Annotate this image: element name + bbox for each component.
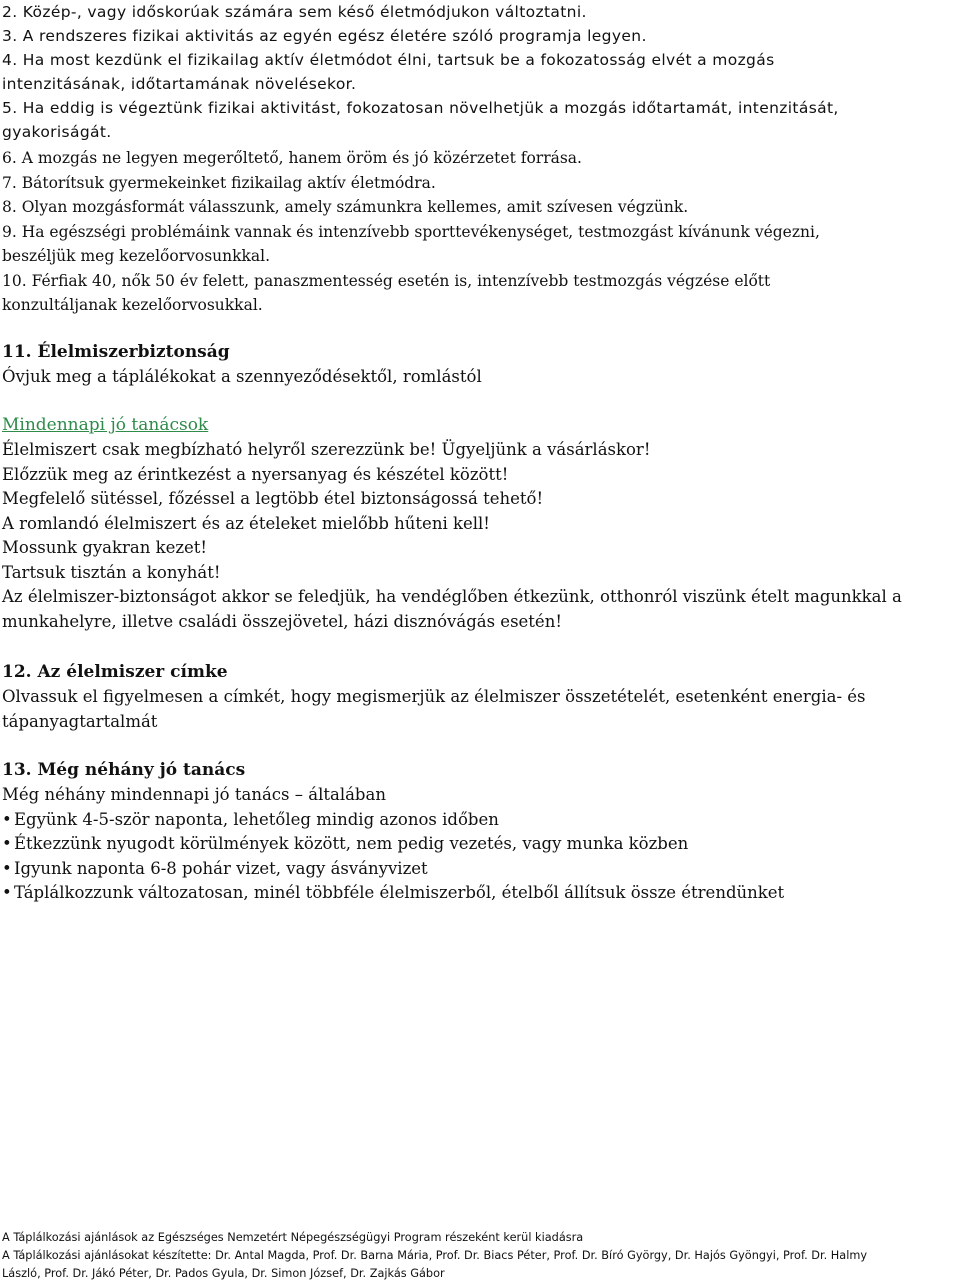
list-line: 3. A rendszeres fizikai aktivitás az egyén egész életére szóló programja legyen.: [2, 27, 647, 45]
list-line: 8. Olyan mozgásformát válasszunk, amely számunkra kellemes, amit szívesen végzünk.: [2, 198, 689, 216]
tip-line: munkahelyre, illetve családi összejövetel, házi disznóvágás esetén!: [2, 611, 562, 631]
list-line: 5. Ha eddig is végeztünk fizikai aktivitást, fokozatosan növelhetjük a mozgás időtartamát, intenzitását,: [2, 99, 839, 117]
bullet-text: Étkezzünk nyugodt körülmények között, nem pedig vezetés, vagy munka közben: [14, 834, 689, 853]
list-line: 10. Férfiak 40, nők 50 év felett, panaszmentesség esetén is, intenzívebb testmozgás végzése előtt: [2, 271, 771, 290]
tip-line: Élelmiszert csak megbízható helyről szerezzünk be! Ügyeljünk a vásárláskor!: [2, 440, 651, 459]
list-line: 2. Közép-, vagy időskorúak számára sem késő életmódjukon változtatni.: [2, 3, 587, 21]
section-13-intro: Még néhány mindennapi jó tanács – általában: [2, 785, 386, 804]
list-line: 4. Ha most kezdünk el fizikailag aktív életmódot élni, tartsuk be a fokozatosság elvét a mozgás: [2, 51, 775, 69]
list-line: 6. A mozgás ne legyen megerőltető, hanem öröm és jó közérzetet forrása.: [2, 149, 582, 167]
tip-line: Mossunk gyakran kezet!: [2, 538, 208, 557]
physical-activity-list-sans: [2, 0, 958, 144]
footer-line: A Táplálkozási ajánlásokat készítette: Dr. Antal Magda, Prof. Dr. Barna Mária, Prof. Dr. Biacs Péter, Prof. Dr. Bíró György, Dr. Hajós Gyöngyi, Prof. Dr. Halmy: [2, 1249, 868, 1262]
section-12-line: tápanyagtartalmát: [2, 711, 158, 731]
bullet-text: Táplálkozzunk változatosan, minél többféle élelmiszerből, ételből állítsuk össze étrendünket: [14, 883, 785, 902]
list-item: [2, 832, 958, 857]
section-12-heading: 12. Az élelmiszer címke: [2, 662, 228, 682]
section-13-bullets: [2, 808, 958, 906]
list-line: konzultáljanak kezelőorvosukkal.: [2, 296, 263, 314]
section-11-subtitle: Óvjuk meg a táplálékokat a szennyeződésektől, romlástól: [2, 367, 482, 386]
bullet-text: Együnk 4-5-ször naponta, lehetőleg mindig azonos időben: [14, 809, 499, 829]
tip-line: Tartsuk tisztán a konyhát!: [2, 562, 221, 582]
list-item: [2, 808, 958, 833]
bullet-icon: •: [2, 809, 12, 829]
tip-line: Az élelmiszer-biztonságot akkor se feledjük, ha vendéglőben étkezünk, otthonról viszünk ételt magunkkal a: [2, 587, 902, 606]
section-12-line: Olvassuk el figyelmesen a címkét, hogy megismerjük az élelmiszer összetételét, esetenként energia- és: [2, 687, 866, 706]
bullet-icon: •: [2, 834, 12, 853]
section-13: [2, 758, 958, 906]
daily-tips-link[interactable]: Mindennapi jó tanácsok: [2, 415, 209, 435]
list-item: [2, 857, 958, 882]
page-footer: [2, 1229, 958, 1283]
list-line: 7. Bátorítsuk gyermekeinket fizikailag aktív életmódra.: [2, 173, 436, 192]
list-line: 9. Ha egészségi problémáink vannak és intenzívebb sporttevékenységet, testmozgást kívánunk végezni,: [2, 222, 820, 241]
footer-line: A Táplálkozási ajánlások az Egészséges Nemzetért Népegészségügyi Program részeként kerül kiadásra: [2, 1231, 584, 1244]
daily-tips: [2, 412, 958, 634]
tip-line: Megfelelő sütéssel, főzéssel a legtöbb étel biztonságossá tehető!: [2, 489, 544, 508]
section-11-heading: 11. Élelmiszerbiztonság: [2, 342, 230, 362]
list-line: gyakoriságát.: [2, 123, 112, 141]
list-item: [2, 881, 958, 906]
section-11: [2, 340, 958, 390]
list-line: intenzitásának, időtartamának növelésekor.: [2, 75, 357, 93]
tip-line: Előzzük meg az érintkezést a nyersanyag és készétel között!: [2, 464, 509, 484]
bullet-icon: •: [2, 883, 12, 902]
bullet-text: Igyunk naponta 6-8 pohár vizet, vagy ásványvizet: [14, 858, 428, 878]
list-line: beszéljük meg kezelőorvosunkkal.: [2, 247, 271, 265]
tip-line: A romlandó élelmiszert és az ételeket mielőbb hűteni kell!: [2, 513, 490, 533]
section-12: [2, 660, 958, 734]
physical-activity-list-serif: [2, 146, 958, 318]
bullet-icon: •: [2, 858, 12, 878]
section-13-heading: 13. Még néhány jó tanács: [2, 760, 246, 780]
footer-line: László, Prof. Dr. Jákó Péter, Dr. Pados Gyula, Dr. Simon József, Dr. Zajkás Gábor: [2, 1267, 445, 1280]
